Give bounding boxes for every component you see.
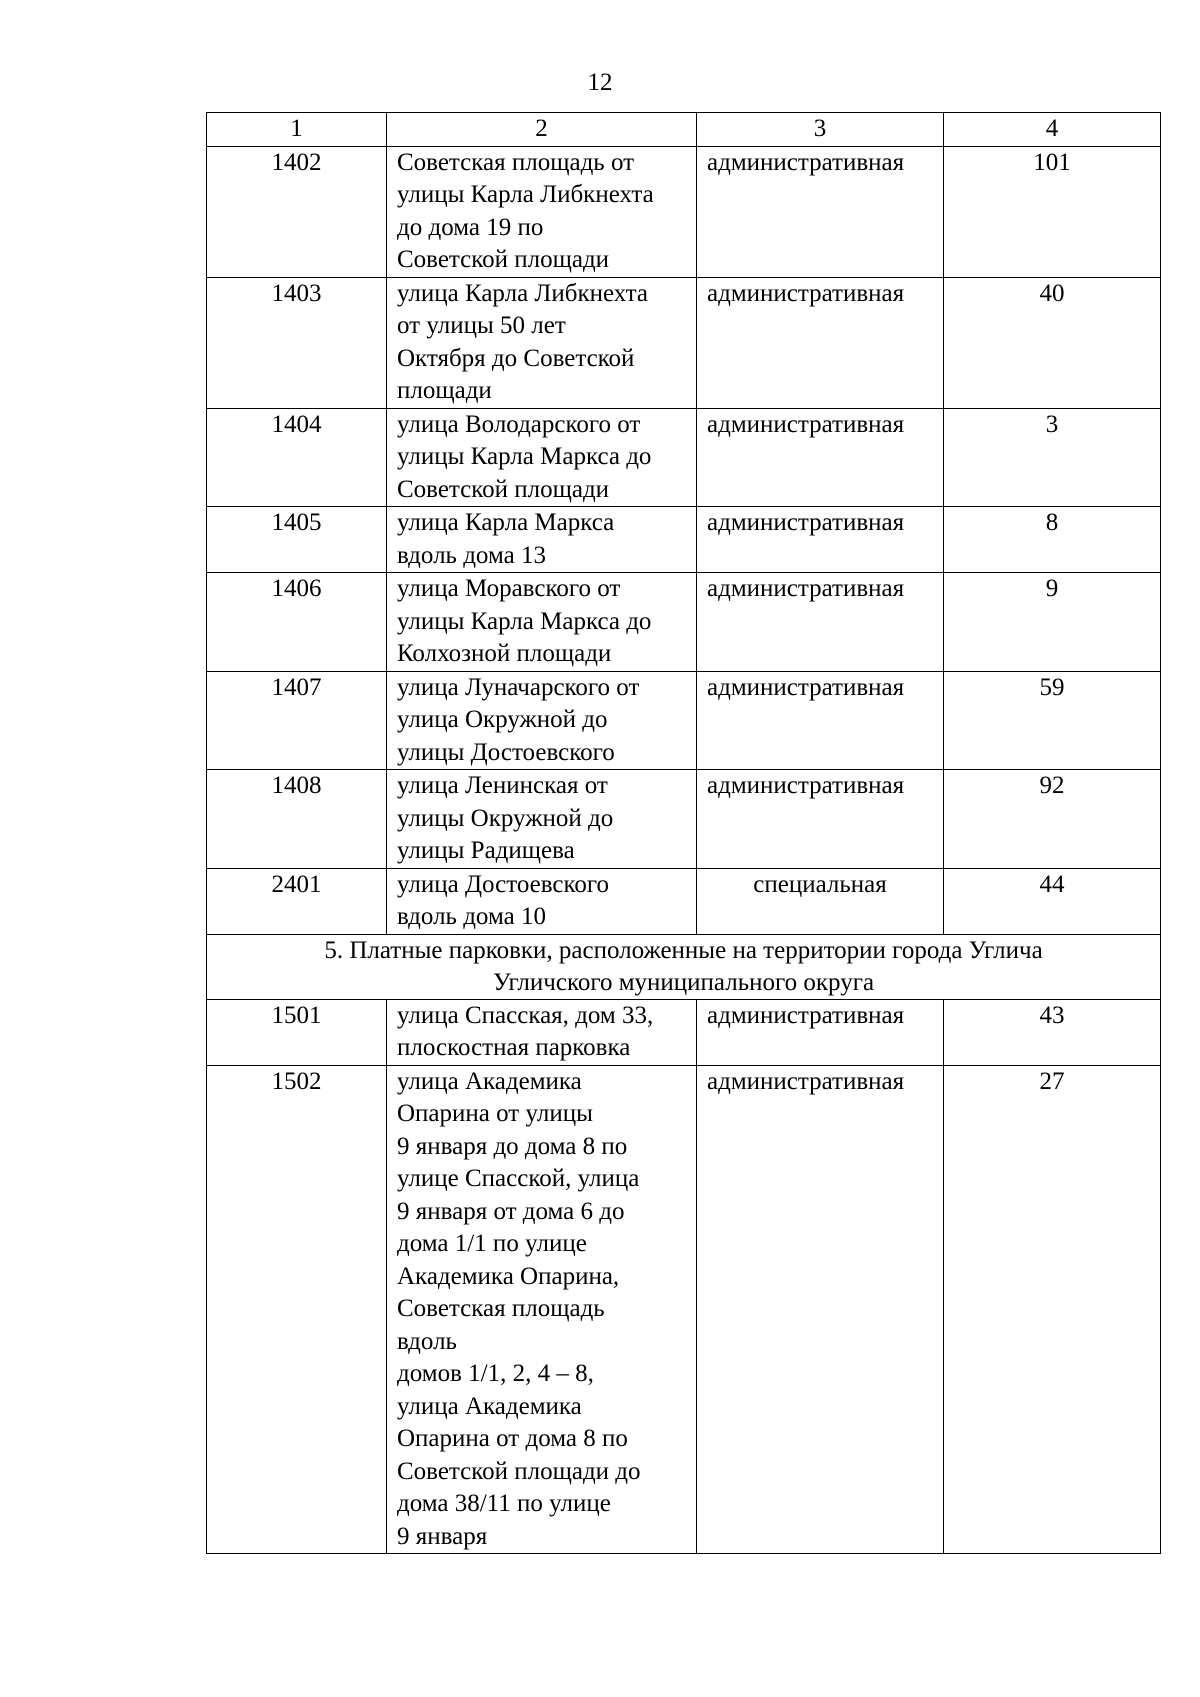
parking-type: административная (697, 573, 944, 672)
location-line: улица Моравского от (397, 575, 621, 602)
location-line: Октября до Советской (397, 344, 635, 372)
location-line: площади (397, 377, 492, 404)
parking-type: административная (697, 999, 944, 1065)
parking-type: административная (697, 507, 944, 573)
parking-spaces: 43 (944, 999, 1161, 1065)
parking-number: 1501 (207, 999, 387, 1065)
parking-number: 1407 (207, 671, 387, 770)
section-title-line: Угличского муниципального округа (492, 968, 875, 996)
location-line: от улицы 50 лет (397, 312, 566, 339)
location-line: домов 1/1, 2, 4 – 8, (397, 1360, 594, 1387)
parking-type: специальная (697, 868, 944, 934)
parking-spaces: 59 (944, 671, 1161, 770)
parking-location (387, 1065, 697, 1554)
parking-spaces: 8 (944, 507, 1161, 573)
location-line: Советская площадь (397, 1295, 605, 1322)
location-line: улица Володарского от (397, 410, 641, 438)
table-row (207, 146, 1161, 277)
parking-location (387, 277, 697, 408)
table-row (207, 671, 1161, 770)
table-row (207, 277, 1161, 408)
parking-number: 1502 (207, 1065, 387, 1554)
table-row (207, 868, 1161, 934)
table-row (207, 408, 1161, 507)
location-line: улицы Окружной до (397, 804, 614, 832)
location-line: улица Окружной до (397, 706, 608, 733)
location-line: до дома 19 по (397, 213, 544, 241)
location-line: улицы Карла Маркса до (397, 443, 652, 470)
parking-spaces: 9 (944, 573, 1161, 672)
parking-spaces: 3 (944, 408, 1161, 507)
parking-location (387, 408, 697, 507)
location-line: улица Карла Либкнехта (397, 279, 648, 307)
location-line: улицы Достоевского (397, 738, 615, 766)
parking-type: административная (697, 1065, 944, 1554)
location-line: Академика Опарина, (397, 1262, 620, 1290)
location-line: вдоль (397, 1327, 457, 1355)
parking-spaces: 44 (944, 868, 1161, 934)
parking-table (206, 112, 1161, 1554)
location-line: Опарина от улицы (397, 1100, 593, 1127)
location-line: улица Достоевского (397, 870, 610, 898)
location-line: 9 января от дома 6 до (397, 1197, 625, 1225)
location-line: Колхозной площади (397, 640, 612, 667)
location-line: 9 января (397, 1522, 488, 1550)
table-row (207, 573, 1161, 672)
parking-type: административная (697, 146, 944, 277)
location-line: улица Спасская, дом 33, (397, 1001, 654, 1029)
parking-type: административная (697, 408, 944, 507)
parking-type: административная (697, 671, 944, 770)
parking-number: 1405 (207, 507, 387, 573)
section-title-line: 5. Платные парковки, расположенные на территории города Углича (324, 936, 1043, 964)
section-title (207, 934, 1161, 999)
header-col-4: 4 (944, 113, 1161, 147)
parking-number: 2401 (207, 868, 387, 934)
parking-location (387, 146, 697, 277)
section-row (207, 934, 1161, 999)
location-line: Советской площади до (397, 1457, 641, 1485)
header-row (207, 113, 1161, 147)
parking-location (387, 999, 697, 1065)
location-line: улице Спасской, улица (397, 1165, 640, 1192)
parking-type: административная (697, 770, 944, 869)
parking-number: 1408 (207, 770, 387, 869)
location-line: вдоль дома 10 (397, 903, 546, 930)
location-line: улица Ленинская от (397, 772, 608, 799)
table-row (207, 999, 1161, 1065)
table-body (207, 146, 1161, 1554)
location-line: улица Академика (397, 1392, 582, 1420)
location-line: улицы Радищева (397, 837, 575, 864)
parking-location (387, 573, 697, 672)
location-line: 9 января до дома 8 по (397, 1132, 628, 1160)
location-line: Советская площадь от (397, 148, 635, 176)
location-line: вдоль дома 13 (397, 541, 546, 569)
table-row (207, 507, 1161, 573)
parking-location (387, 868, 697, 934)
parking-type: административная (697, 277, 944, 408)
header-col-3: 3 (697, 113, 944, 147)
table-row (207, 1065, 1161, 1554)
header-col-2: 2 (387, 113, 697, 147)
parking-spaces: 27 (944, 1065, 1161, 1554)
location-line: Советской площади (397, 246, 610, 273)
table-row (207, 770, 1161, 869)
location-line: улицы Карла Маркса до (397, 607, 652, 635)
page-number: 12 (587, 69, 613, 96)
location-line: Опарина от дома 8 по (397, 1425, 628, 1452)
parking-spaces: 101 (944, 146, 1161, 277)
parking-number: 1406 (207, 573, 387, 672)
location-line: дома 38/11 по улице (397, 1490, 611, 1517)
parking-number: 1402 (207, 146, 387, 277)
location-line: улица Академика (397, 1067, 582, 1095)
location-line: плоскостная парковка (397, 1034, 631, 1061)
parking-location (387, 770, 697, 869)
header-col-1: 1 (207, 113, 387, 147)
parking-location (387, 507, 697, 573)
parking-number: 1404 (207, 408, 387, 507)
location-line: улица Луначарского от (397, 673, 640, 701)
parking-location (387, 671, 697, 770)
parking-spaces: 40 (944, 277, 1161, 408)
location-line: дома 1/1 по улице (397, 1230, 587, 1257)
parking-spaces: 92 (944, 770, 1161, 869)
location-line: улицы Карла Либкнехта (397, 181, 654, 208)
location-line: Советской площади (397, 475, 610, 503)
parking-number: 1403 (207, 277, 387, 408)
location-line: улица Карла Маркса (397, 509, 615, 536)
